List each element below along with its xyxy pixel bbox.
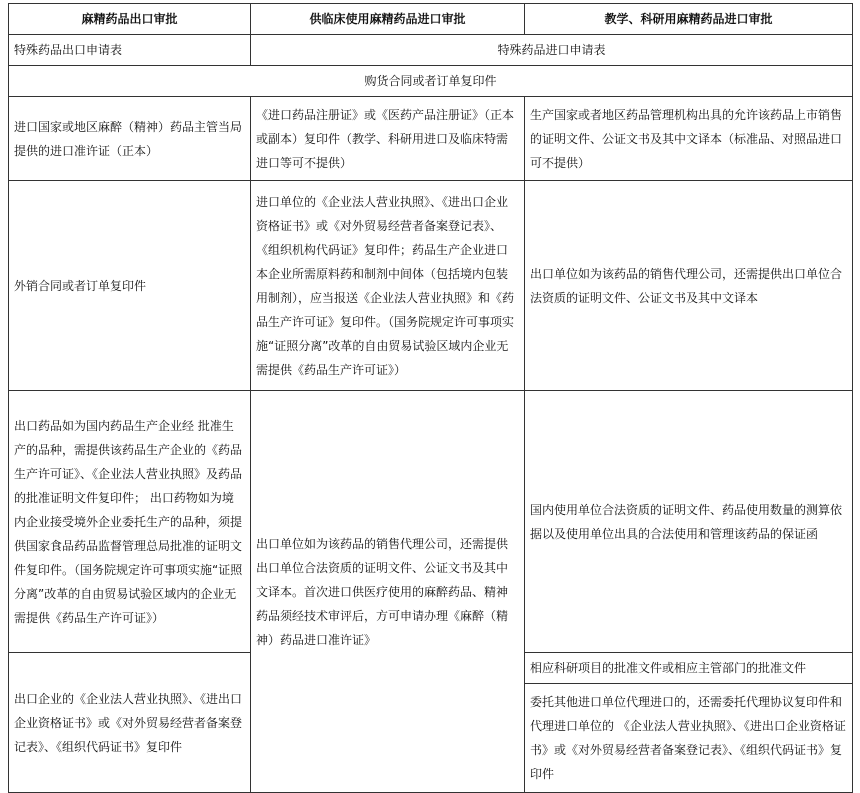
table-row bbox=[9, 35, 853, 66]
cell-exporter-agent-qualification: 出口单位如为该药品的销售代理公司，还需提供出口单位合法资质的证明文件、公证文书及其中文译本 bbox=[525, 181, 853, 391]
cell-user-qualification-guarantee: 国内使用单位合法资质的证明文件、药品使用数量的测算依据以及使用单位出具的合法使用和管理该药品的保证函 bbox=[525, 391, 853, 653]
cell-marketing-authorization-docs: 生产国家或者地区药品管理机构出具的允许该药品上市销售的证明文件、公证文书及其中文译本（标准品、对照品进口可不提供） bbox=[525, 97, 853, 181]
table-row bbox=[9, 97, 853, 181]
header-clinical-import-approval: 供临床使用麻精药品进口审批 bbox=[251, 4, 525, 35]
cell-import-permit-original: 进口国家或地区麻醉（精神）药品主管当局提供的进口准许证（正本） bbox=[9, 97, 251, 181]
table-row bbox=[9, 181, 853, 391]
cell-importer-license-copies: 进口单位的《企业法人营业执照》、《进出口企业资格证书》或《对外贸易经营者备案登记表》、《组织机构代码证》复印件；药品生产企业进口本企业所需原料药和制剂中间体（包括境内包装用制剂），应当报送《企业法人营业执照》和《药品生产许可证》复印件。（国务院规定许可事项实施“证照分离”改革的自由贸易试验区域内企业无需提供《药品生产许可证》） bbox=[251, 181, 525, 391]
cell-research-project-approval: 相应科研项目的批准文件或相应主管部门的批准文件 bbox=[525, 653, 853, 684]
cell-agency-agreement-copies: 委托其他进口单位代理进口的，还需委托代理协议复印件和代理进口单位的 《企业法人营业执照》、《进出口企业资格证书》或《对外贸易经营者备案登记表》、《组织代码证书》复印件 bbox=[525, 684, 853, 793]
cell-export-application-form: 特殊药品出口申请表 bbox=[9, 35, 251, 66]
approval-materials-table bbox=[8, 3, 853, 793]
cell-domestic-producer-docs: 出口药品如为国内药品生产企业经 批准生产的品种，需提供该药品生产企业的《药品生产许可证》、《企业法人营业执照》及药品的批准证明文件复印件； 出口药物如为境内企业接受境外企业委托生产的品种，须提供国家食品药品监督管理总局批准的证明文件复印件。（国务院规定许可事项实施“证照分离”改革的自由贸易试验区域内的企业无需提供《药品生产许可证》） bbox=[9, 391, 251, 653]
cell-purchase-contract-copy: 购货合同或者订单复印件 bbox=[9, 66, 853, 97]
cell-exporter-license-copies: 出口企业的《企业法人营业执照》、《进出口企业资格证书》或《对外贸易经营者备案登记表》、《组织代码证书》复印件 bbox=[9, 653, 251, 793]
header-research-import-approval: 教学、科研用麻精药品进口审批 bbox=[525, 4, 853, 35]
cell-export-contract-copy: 外销合同或者订单复印件 bbox=[9, 181, 251, 391]
header-export-approval: 麻精药品出口审批 bbox=[9, 4, 251, 35]
header-row bbox=[9, 4, 853, 35]
cell-import-application-form: 特殊药品进口申请表 bbox=[251, 35, 853, 66]
table-row bbox=[9, 66, 853, 97]
table-row bbox=[9, 391, 853, 653]
cell-registration-certificate-copy: 《进口药品注册证》或《医药产品注册证》（正本或副本）复印件（教学、科研用进口及临床特需进口等可不提供） bbox=[251, 97, 525, 181]
cell-agent-qualification-and-review: 出口单位如为该药品的销售代理公司，还需提供出口单位合法资质的证明文件、公证文书及其中文译本。首次进口供医疗使用的麻醉药品、精神药品须经技术审评后，方可申请办理《麻醉（精神）药品进口准许证》 bbox=[251, 391, 525, 793]
